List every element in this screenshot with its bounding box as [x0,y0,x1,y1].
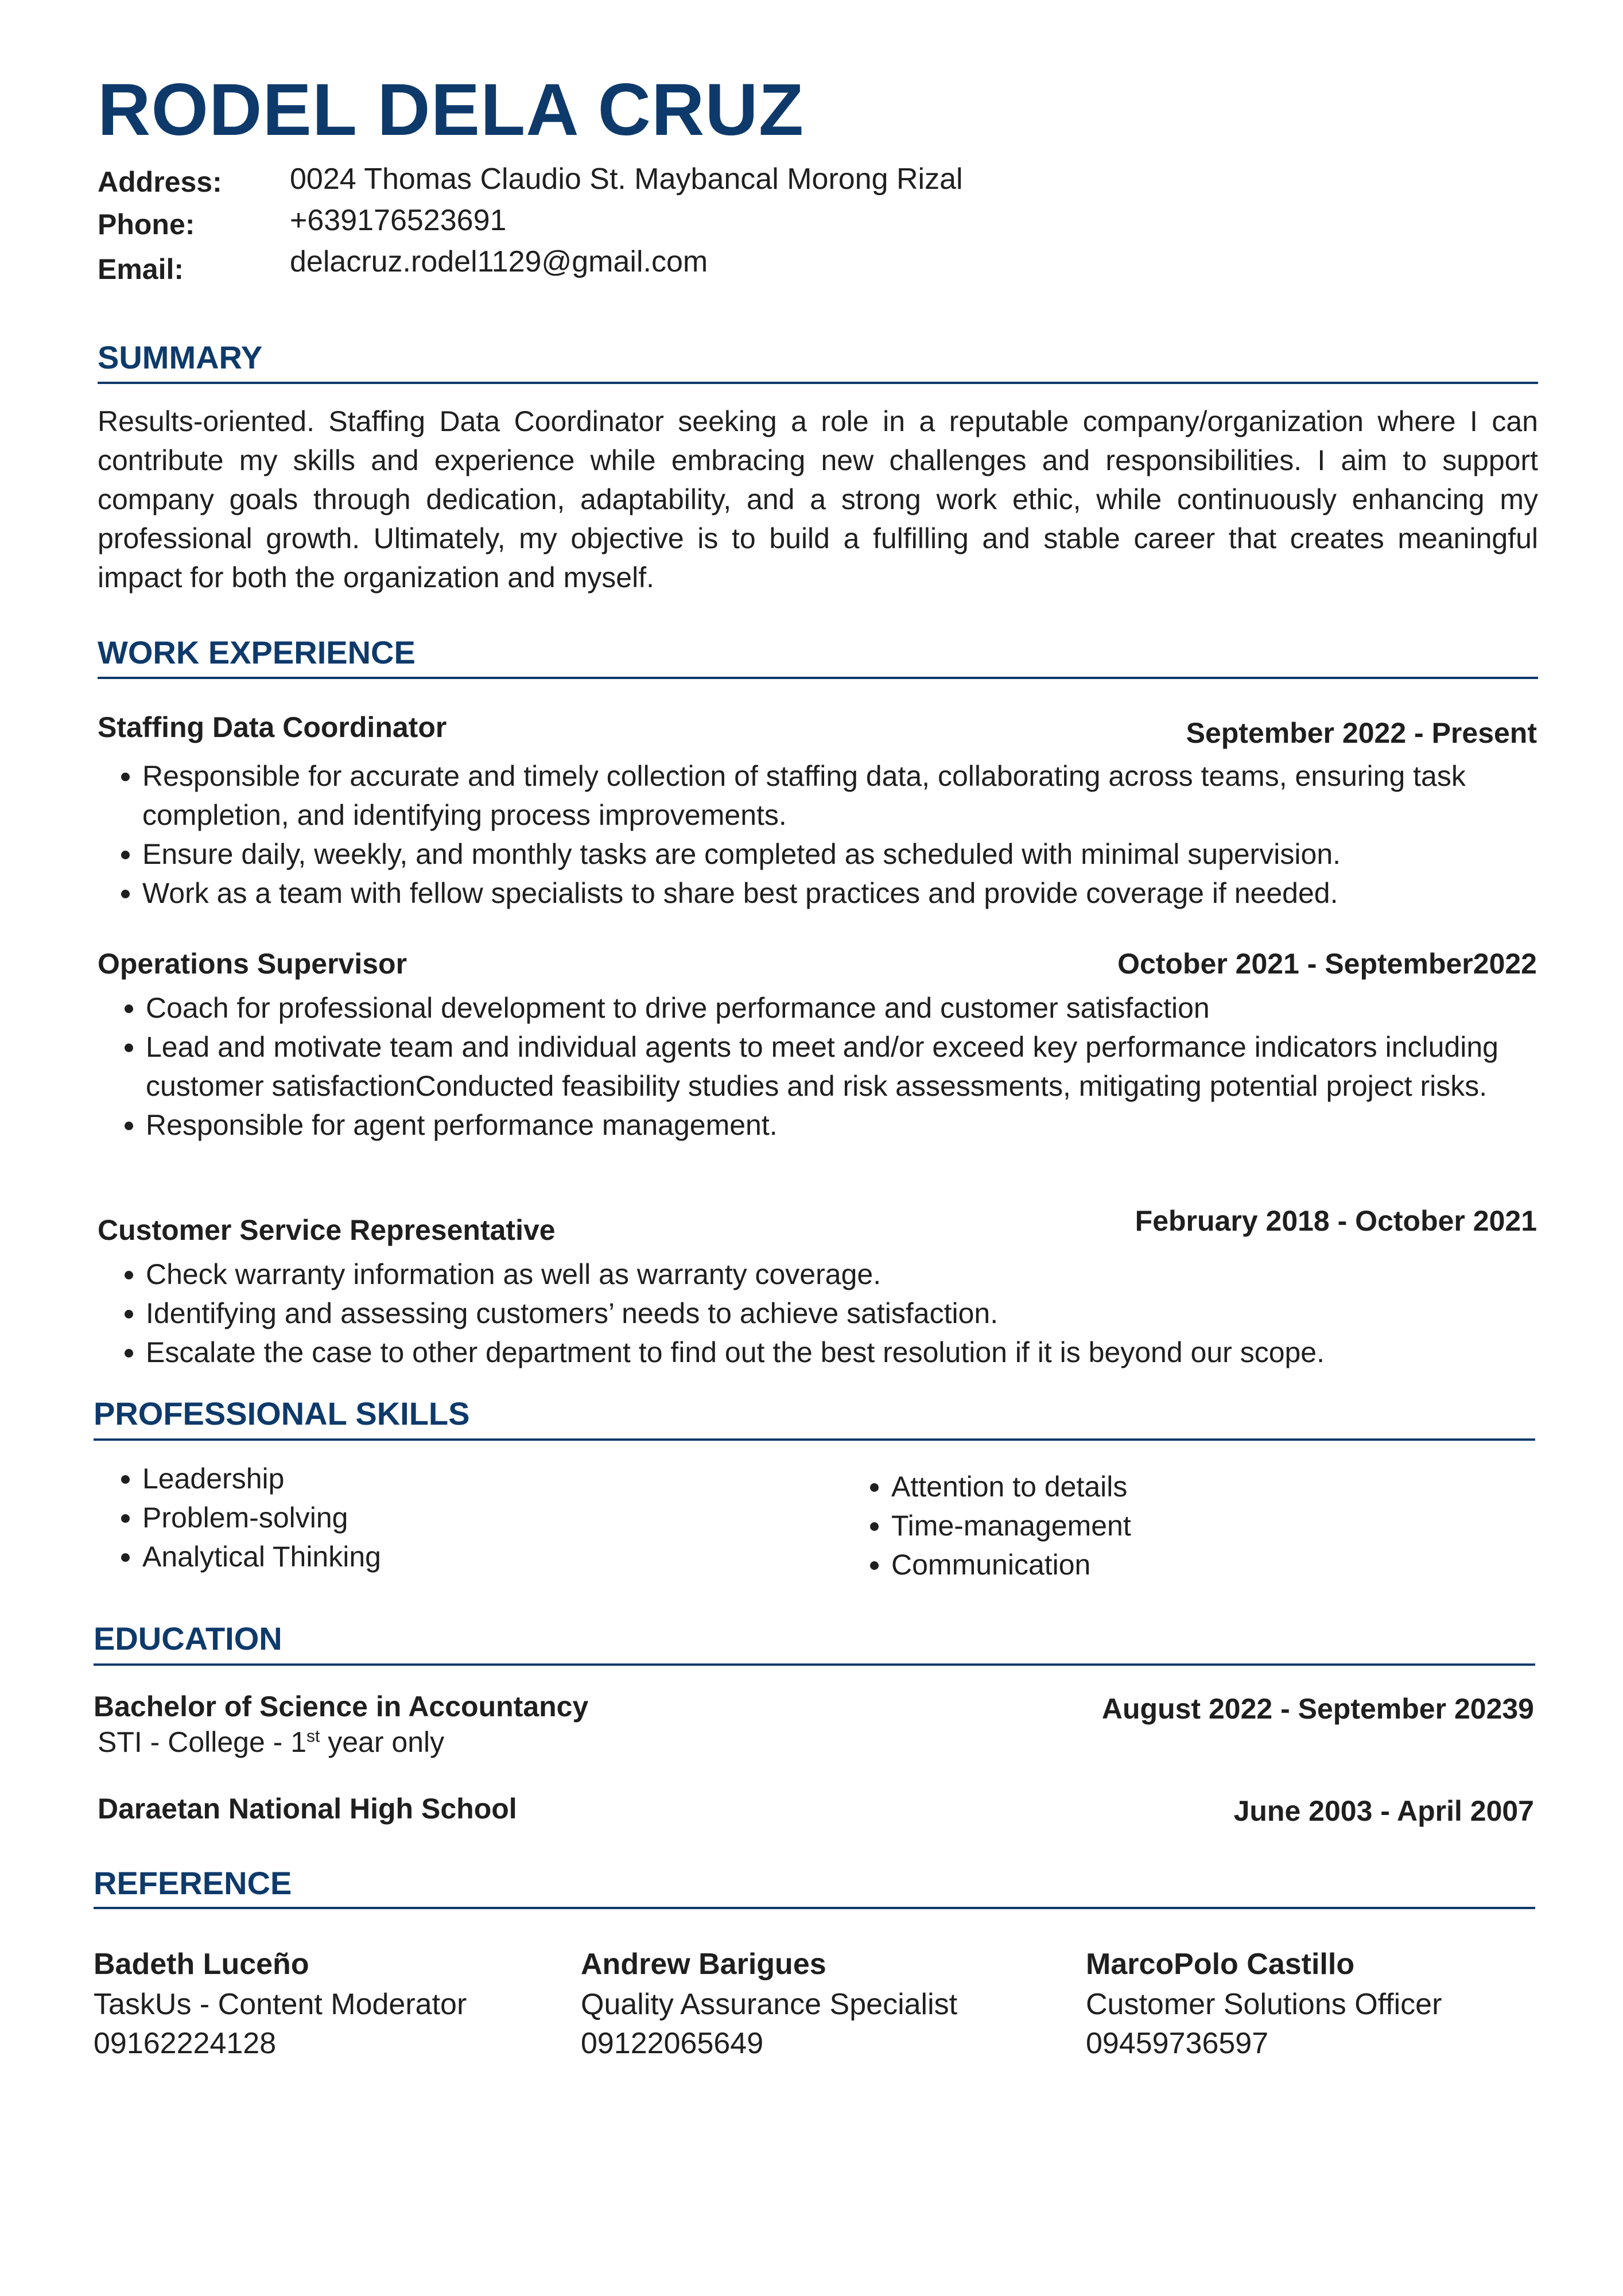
list-item: • Escalate the case to other department to find out the best resolution if it is beyond our scope. [146,1333,1540,1372]
job-title-2: Operations Supervisor [98,948,407,980]
list-item: • Lead and motivate team and individual agents to meet and/or exceed key performance indicators including customer satisfactionConducted feasibility studies and risk assessments, mitigating potential project risks. [146,1027,1523,1106]
list-item: • Ensure daily, weekly, and monthly tasks are completed as scheduled with minimal supervision. [142,835,1520,874]
reference-role-1: TaskUs - Content Moderator [94,1988,467,2021]
reference-phone-3: 09459736597 [1086,2027,1269,2060]
job-bullets-1 [98,757,1520,913]
address-value: 0024 Thomas Claudio St. Maybancal Morong Rizal [290,162,963,196]
experience-heading: WORK EXPERIENCE [98,634,416,670]
list-item: • Attention to details [891,1467,1523,1506]
education-dates-2: June 2003 - April 2007 [1233,1795,1534,1827]
education-divider [94,1663,1535,1666]
list-item: • Responsible for accurate and timely collection of staffing data, collaborating across teams, ensuring task completion, and identifying process improvements. [142,757,1520,835]
skills-heading: PROFESSIONAL SKILLS [94,1395,470,1432]
list-item: • Work as a team with fellow specialists to share best practices and provide coverage if needed. [142,874,1520,913]
reference-role-3: Customer Solutions Officer [1086,1988,1442,2021]
list-item: • Identifying and assessing customers’ needs to achieve satisfaction. [146,1294,1540,1333]
reference-divider [94,1907,1535,1909]
summary-heading: SUMMARY [98,339,263,375]
list-item: • Analytical Thinking [142,1537,774,1576]
reference-name-1: Badeth Luceño [94,1948,309,1981]
education-school-2: Daraetan National High School [98,1793,517,1825]
reference-phone-2: 09122065649 [581,2027,764,2060]
job-title-3: Customer Service Representative [98,1214,556,1246]
reference-role-2: Quality Assurance Specialist [581,1988,958,2021]
education-detail-1 [98,1725,444,1759]
experience-divider [98,677,1538,679]
reference-heading: REFERENCE [94,1865,292,1901]
reference-name-3: MarcoPolo Castillo [1086,1948,1355,1981]
list-item: • Leadership [142,1459,774,1498]
education-detail-text: STI - College - 1 [98,1726,307,1758]
education-detail-superscript: st [306,1727,320,1746]
education-heading: EDUCATION [94,1620,282,1657]
list-item: • Coach for professional development to drive performance and customer satisfaction [146,988,1523,1027]
education-school-1: Bachelor of Science in Accountancy [94,1690,589,1723]
reference-name-2: Andrew Barigues [581,1948,826,1981]
list-item: • Check warranty information as well as warranty coverage. [146,1255,1540,1294]
job-bullets-2 [101,988,1523,1145]
resume-name: RODEL DELA CRUZ [98,69,804,151]
job-bullets-3 [101,1255,1540,1372]
list-item: • Time-management [891,1506,1523,1545]
reference-phone-1: 09162224128 [94,2027,277,2060]
skills-divider [94,1438,1535,1441]
list-item: • Responsible for agent performance management. [146,1106,1523,1145]
skills-list-left [98,1459,774,1576]
address-label: Address: [98,166,222,198]
email-value: delacruz.rodel1129@gmail.com [290,245,708,278]
job-dates-2: October 2021 - September2022 [1117,948,1537,980]
email-label: Email: [98,253,184,285]
summary-divider [98,382,1538,384]
list-item: • Problem-solving [142,1498,774,1537]
summary-text: Results-oriented. Staffing Data Coordinator seeking a role in a reputable company/organization where I can contribute my skills and experience while embracing new challenges and responsibilities. I aim to support company goals through dedication, adaptability, and a strong work ethic, while continuously enhancing my professional growth. Ultimately, my objective is to build a fulfilling and stable career that creates meaningful impact for both the organization and myself. [98,405,1538,594]
job-dates-3: February 2018 - October 2021 [1135,1205,1537,1237]
education-detail-suffix: year only [320,1726,445,1758]
education-dates-1: August 2022 - September 20239 [1101,1693,1534,1725]
list-item: • Communication [891,1545,1523,1584]
job-title-1: Staffing Data Coordinator [98,711,447,743]
phone-value: +639176523691 [290,204,507,237]
phone-label: Phone: [98,208,195,241]
skills-list-right [847,1467,1523,1584]
job-dates-1: September 2022 - Present [1186,717,1537,749]
